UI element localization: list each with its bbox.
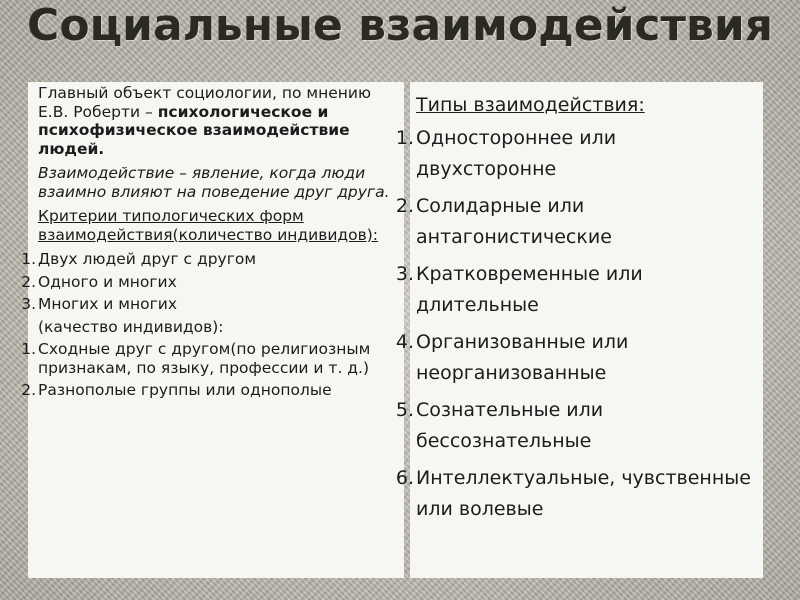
intro-paragraph [28, 84, 398, 158]
quantity-list [21, 250, 398, 314]
types-heading-text: Типы взаимодействия: [416, 94, 645, 116]
intro-bold-text: психологическое и психофизическое взаимодействие людей. [38, 102, 350, 158]
list-item-number: 2. [21, 272, 36, 291]
list-item-text: Одного и многих [38, 272, 177, 291]
list-item-number: 2. [21, 381, 36, 399]
list-item-number: 6. [395, 467, 414, 489]
list-item-number: 2. [395, 195, 414, 217]
list-item-number: 1. [395, 127, 414, 149]
list-item [21, 295, 398, 314]
left-text-panel [21, 82, 404, 578]
list-item [21, 381, 398, 400]
slide-title: Социальные взаимодействия [27, 0, 773, 51]
list-item-text: Разнополые группы или однополые [38, 381, 332, 399]
quality-heading: (качество индивидов): [38, 317, 224, 336]
types-heading [410, 90, 759, 121]
list-item-text: Двух людей друг с другом [38, 250, 257, 268]
criteria-heading [28, 207, 398, 244]
list-item-number: 5. [395, 399, 414, 421]
definition-paragraph: Взаимодействие – явление, когда люди взаимно влияют на поведение друг друга. [38, 164, 390, 201]
list-item-text: Интеллектуальные, чувственные или волевые [416, 467, 751, 520]
list-item-number: 3. [395, 263, 414, 285]
list-item [21, 340, 398, 377]
types-list [395, 123, 759, 525]
list-item [395, 327, 759, 389]
quality-list [21, 340, 398, 400]
list-item-text: Солидарные или антагонистические [416, 195, 612, 248]
list-item [395, 123, 759, 185]
list-item [395, 395, 759, 457]
list-item-text: Кратковременные или длительные [416, 263, 643, 316]
list-item-text: Сходные друг с другом(по религиозным признакам, по языку, профессии и т. д.) [38, 340, 371, 377]
list-item-text: Сознательные или бессознательные [416, 399, 604, 452]
intro-plain-text: Главный объект социологии, по мнению Е.В. Роберти – [38, 84, 372, 121]
list-item [395, 259, 759, 321]
list-item-number: 4. [395, 331, 414, 353]
list-item [21, 250, 398, 269]
list-item [395, 191, 759, 253]
list-item-text: Организованные или неорганизованные [416, 331, 629, 384]
right-text-panel [395, 82, 763, 578]
criteria-heading-text: Критерии типологических форм взаимодействия(количество индивидов): [38, 207, 379, 244]
list-item [21, 272, 398, 292]
list-item-number: 1. [21, 340, 36, 358]
list-item [395, 463, 759, 525]
list-item-number: 3. [21, 295, 36, 313]
list-item-text: Одностороннее или двухсторонне [416, 127, 617, 180]
list-item-number: 1. [21, 250, 36, 268]
list-item-text: Многих и многих [38, 295, 178, 313]
